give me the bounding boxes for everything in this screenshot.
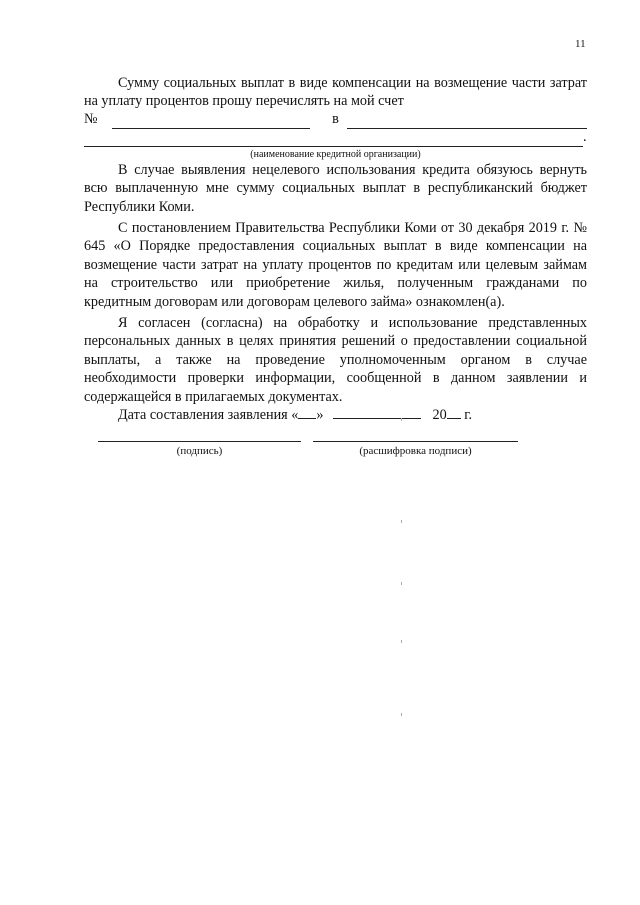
date-quote-close: »: [316, 407, 324, 424]
account-number-label: №: [84, 111, 98, 128]
credit-org-caption: (наименование кредитной организации): [250, 148, 421, 160]
scan-speck: [401, 582, 402, 585]
signature-decode-block: [313, 440, 518, 457]
date-day-field[interactable]: [298, 407, 316, 419]
date-label: Дата составления заявления «: [118, 407, 299, 424]
credit-organization-field[interactable]: [84, 134, 583, 147]
page-number: 11: [575, 38, 586, 50]
scan-speck: [401, 418, 402, 421]
paragraph-misuse-refund: В случае выявления нецелевого использования кредита обязуюсь вернуть всю выплаченную мне сумму социальных выплат в республиканский бюджет Республики Коми.: [84, 161, 587, 215]
scan-speck: [401, 520, 402, 523]
date-year-prefix: 20: [432, 407, 447, 424]
account-row: [84, 111, 587, 129]
bank-name-field[interactable]: [347, 116, 587, 129]
date-month-field[interactable]: [333, 407, 421, 419]
scan-speck: [401, 640, 402, 643]
credit-org-row: [84, 129, 587, 147]
signature-decode-caption: (расшифровка подписи): [359, 445, 472, 457]
application-document: [84, 74, 587, 425]
signature-decode-field[interactable]: [313, 440, 518, 442]
signature-block: [98, 440, 301, 457]
application-date-row: [84, 406, 587, 424]
signature-caption: (подпись): [176, 445, 223, 457]
date-year-suffix: г.: [464, 407, 473, 424]
paragraph-account-request: Сумму социальных выплат в виде компенсации на возмещение части затрат на уплату процентов прошу перечислять на мой счет: [84, 75, 587, 110]
date-year-field[interactable]: [447, 407, 461, 419]
scan-speck: [401, 713, 402, 716]
signature-field[interactable]: [98, 440, 301, 442]
line-end-dot: .: [583, 129, 587, 146]
in-label: в: [332, 111, 339, 128]
account-number-field[interactable]: [112, 116, 311, 129]
paragraph-personal-data-consent: Я согласен (согласна) на обработку и использование представленных персональных данных в целях принятия решений о предоставлении социальной выплаты, а также на проведение уполномоченным органом в случае необходимости проверки информации, сообщенной в данном заявлении и содержащейся в прилагаемых документах.: [84, 315, 587, 405]
paragraph-resolution: С постановлением Правительства Республики Коми от 30 декабря 2019 г. № 645 «О Порядке предоставления социальных выплат в виде компенсации на возмещение части затрат на уплату процентов по кредитам или целевым займам на строительство или приобретение жилья, полученным гражданами по кредитным договорам или договорам целевого займа» ознакомлен(а).: [84, 220, 587, 310]
